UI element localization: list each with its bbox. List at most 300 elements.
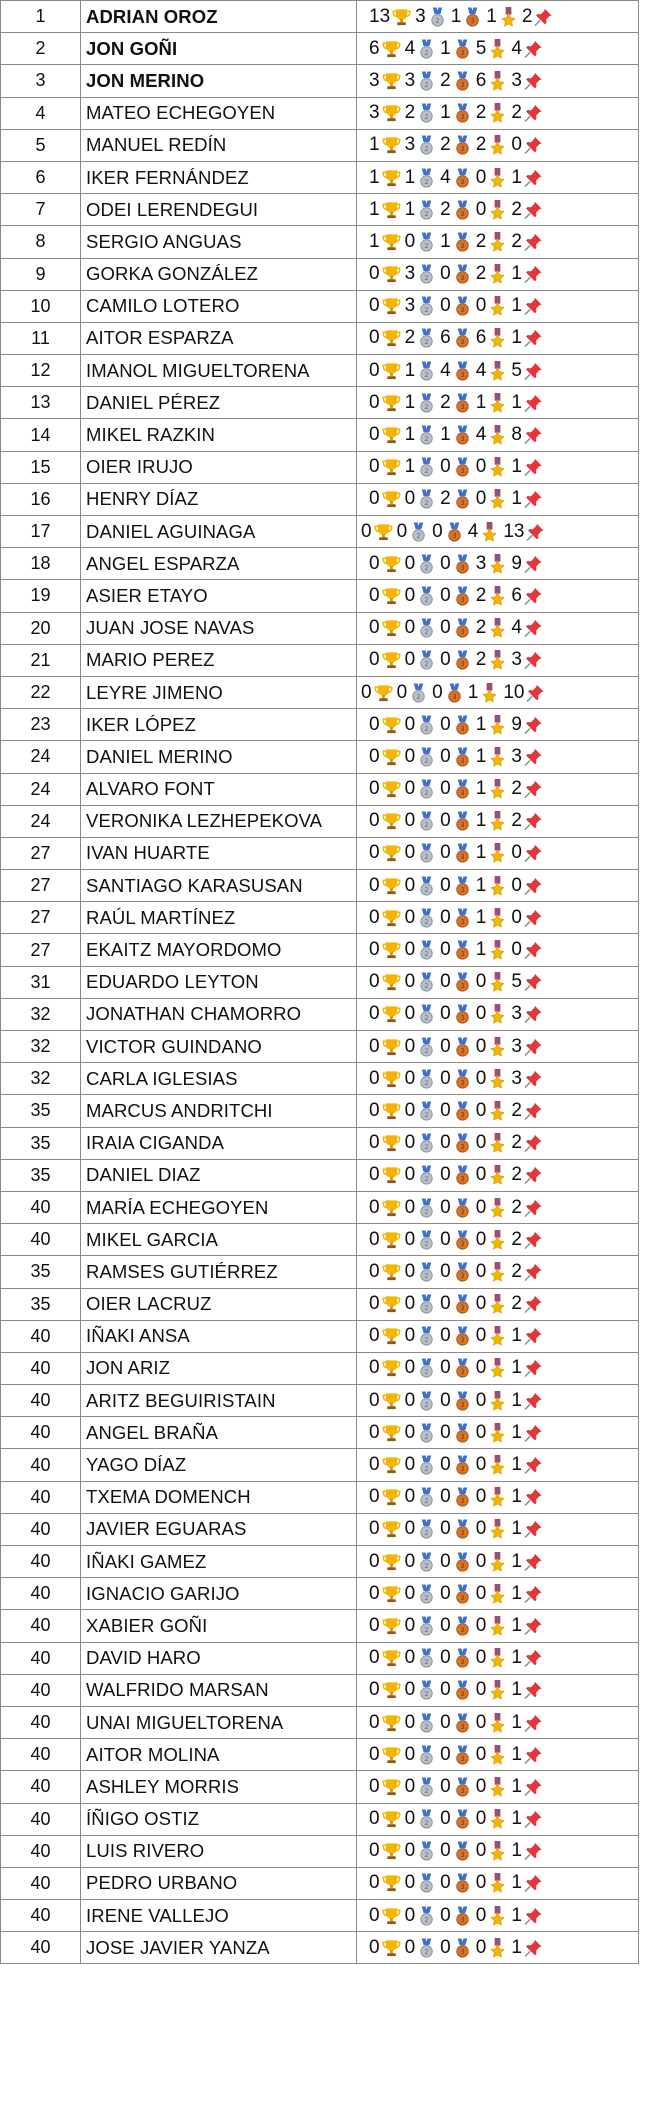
stat-count: 0 bbox=[369, 810, 380, 832]
bronze-medal-icon bbox=[452, 907, 473, 929]
stat-count: 8 bbox=[511, 424, 522, 446]
player-name-cell: IVAN HUARTE bbox=[81, 837, 357, 869]
table-row bbox=[1, 387, 639, 419]
stat-pushpin bbox=[511, 585, 544, 607]
star-medal-icon bbox=[487, 1132, 508, 1154]
stat-count: 0 bbox=[440, 1775, 451, 1797]
stat-count: 0 bbox=[475, 198, 487, 220]
trophy-icon bbox=[381, 553, 402, 575]
table-row bbox=[1, 644, 639, 676]
bronze-medal-icon bbox=[452, 1776, 473, 1798]
stat-count: 0 bbox=[511, 134, 522, 156]
stat-count: 10 bbox=[503, 681, 525, 703]
rank-cell: 40 bbox=[1, 1803, 81, 1835]
stats-cell bbox=[357, 65, 639, 97]
svg-text:2: 2 bbox=[424, 306, 429, 315]
player-name-cell: WALFRIDO MARSAN bbox=[81, 1674, 357, 1706]
bronze-medal-icon bbox=[452, 1454, 473, 1476]
svg-text:3: 3 bbox=[460, 1336, 465, 1345]
silver-medal-icon bbox=[416, 1229, 437, 1251]
bronze-medal-icon bbox=[452, 875, 473, 897]
stat-count: 0 bbox=[475, 1035, 487, 1057]
silver-medal-icon bbox=[416, 231, 437, 253]
svg-text:3: 3 bbox=[460, 853, 465, 862]
stats-cell bbox=[357, 1578, 639, 1610]
stat-count: 0 bbox=[404, 1357, 416, 1379]
svg-text:2: 2 bbox=[424, 145, 429, 154]
trophy-icon bbox=[381, 649, 402, 671]
rank-cell: 2 bbox=[1, 33, 81, 65]
bronze-medal-icon bbox=[452, 38, 473, 60]
stat-count: 0 bbox=[369, 939, 380, 961]
pushpin-icon bbox=[523, 1357, 544, 1379]
stat-count: 0 bbox=[369, 713, 380, 735]
bronze-medal-icon bbox=[452, 1197, 473, 1219]
star-medal-icon bbox=[487, 1840, 508, 1862]
player-name-cell: SANTIAGO KARASUSAN bbox=[81, 870, 357, 902]
stat-pushpin bbox=[511, 1261, 544, 1283]
stat-pushpin bbox=[503, 682, 546, 704]
bronze-medal-icon bbox=[452, 1872, 473, 1894]
stat-count: 0 bbox=[440, 1260, 451, 1282]
stats-cell bbox=[357, 676, 639, 708]
stat-count: 0 bbox=[475, 1099, 487, 1121]
star-medal-icon bbox=[487, 617, 508, 639]
stat-count: 0 bbox=[440, 1711, 451, 1733]
stat-bronze-medal bbox=[440, 231, 473, 253]
stat-count: 0 bbox=[369, 1228, 380, 1250]
bronze-medal-icon bbox=[452, 778, 473, 800]
trophy-icon bbox=[381, 907, 402, 929]
svg-text:2: 2 bbox=[424, 1143, 429, 1152]
stat-trophy bbox=[369, 1229, 402, 1251]
stat-trophy bbox=[369, 939, 402, 961]
stat-silver-medal bbox=[405, 617, 438, 639]
star-medal-icon bbox=[487, 134, 508, 156]
silver-medal-icon bbox=[416, 488, 437, 510]
stat-count: 0 bbox=[475, 456, 487, 478]
player-name-cell: JON MERINO bbox=[81, 65, 357, 97]
stat-count: 4 bbox=[440, 166, 451, 188]
pushpin-icon bbox=[533, 6, 554, 28]
stat-count: 0 bbox=[440, 1228, 451, 1250]
stat-star-medal bbox=[476, 424, 509, 446]
stat-count: 0 bbox=[396, 520, 408, 542]
silver-medal-icon bbox=[416, 1197, 437, 1219]
star-medal-icon bbox=[487, 167, 508, 189]
stat-count: 0 bbox=[475, 1196, 487, 1218]
table-row bbox=[1, 97, 639, 129]
stat-pushpin bbox=[511, 1132, 544, 1154]
silver-medal-icon bbox=[416, 1132, 437, 1154]
svg-text:3: 3 bbox=[460, 1754, 465, 1763]
star-medal-icon bbox=[487, 746, 508, 768]
pushpin-icon bbox=[523, 1615, 544, 1637]
bronze-medal-icon bbox=[452, 102, 473, 124]
stat-star-medal bbox=[476, 1615, 509, 1637]
table-row bbox=[1, 1674, 639, 1706]
stat-pushpin bbox=[511, 392, 544, 414]
trophy-icon bbox=[381, 1808, 402, 1830]
stat-pushpin bbox=[511, 199, 544, 221]
silver-medal-icon bbox=[416, 1390, 437, 1412]
stat-bronze-medal bbox=[440, 714, 473, 736]
stat-count: 2 bbox=[511, 778, 522, 800]
stat-count: 0 bbox=[475, 166, 487, 188]
svg-text:2: 2 bbox=[424, 1464, 429, 1473]
stat-pushpin bbox=[511, 1357, 544, 1379]
star-medal-icon bbox=[487, 1937, 508, 1959]
stat-count: 0 bbox=[369, 1325, 380, 1347]
rank-cell: 6 bbox=[1, 161, 81, 193]
table-row bbox=[1, 612, 639, 644]
stat-star-medal bbox=[476, 810, 509, 832]
stat-count: 0 bbox=[440, 1389, 451, 1411]
table-row bbox=[1, 1449, 639, 1481]
svg-text:3: 3 bbox=[460, 1690, 465, 1699]
bronze-medal-icon bbox=[452, 939, 473, 961]
stat-count: 0 bbox=[369, 1936, 380, 1958]
stat-star-medal bbox=[476, 553, 509, 575]
stat-count: 0 bbox=[404, 1582, 416, 1604]
stats-cell bbox=[357, 1546, 639, 1578]
rank-cell: 35 bbox=[1, 1288, 81, 1320]
stat-count: 1 bbox=[511, 1357, 522, 1379]
stat-count: 0 bbox=[475, 1808, 487, 1830]
star-medal-icon bbox=[487, 1486, 508, 1508]
star-medal-icon bbox=[487, 327, 508, 349]
stat-star-medal bbox=[476, 1808, 509, 1830]
stat-silver-medal bbox=[405, 392, 438, 414]
stat-star-medal bbox=[476, 1776, 509, 1798]
stat-trophy bbox=[369, 456, 402, 478]
stats-cell bbox=[357, 355, 639, 387]
stat-trophy bbox=[369, 1293, 402, 1315]
stat-pushpin bbox=[511, 1100, 544, 1122]
star-medal-icon bbox=[487, 1744, 508, 1766]
stats-cell bbox=[357, 1159, 639, 1191]
stat-star-medal bbox=[476, 1390, 509, 1412]
rank-cell: 40 bbox=[1, 1224, 81, 1256]
stat-count: 1 bbox=[511, 1421, 522, 1443]
stat-count: 0 bbox=[404, 1260, 416, 1282]
table-row bbox=[1, 1417, 639, 1449]
svg-text:3: 3 bbox=[460, 1851, 465, 1860]
stat-bronze-medal bbox=[440, 134, 473, 156]
stat-silver-medal bbox=[405, 1776, 438, 1798]
stats-cell bbox=[357, 1803, 639, 1835]
trophy-icon bbox=[381, 456, 402, 478]
bronze-medal-icon bbox=[452, 1261, 473, 1283]
trophy-icon bbox=[381, 199, 402, 221]
stat-count: 2 bbox=[475, 230, 487, 252]
stat-count: 2 bbox=[511, 1196, 522, 1218]
stat-bronze-medal bbox=[440, 1679, 473, 1701]
stat-star-medal bbox=[476, 231, 509, 253]
stat-pushpin bbox=[511, 167, 544, 189]
svg-text:3: 3 bbox=[460, 660, 465, 669]
silver-medal-icon bbox=[416, 842, 437, 864]
stats-cell bbox=[357, 1385, 639, 1417]
stat-bronze-medal bbox=[440, 553, 473, 575]
star-medal-icon bbox=[487, 649, 508, 671]
stat-count: 0 bbox=[369, 424, 380, 446]
stat-count: 1 bbox=[475, 874, 487, 896]
stat-count: 1 bbox=[404, 391, 416, 413]
stat-count: 1 bbox=[511, 1647, 522, 1669]
silver-medal-icon bbox=[416, 1905, 437, 1927]
trophy-icon bbox=[381, 714, 402, 736]
svg-text:3: 3 bbox=[460, 1207, 465, 1216]
stat-count: 0 bbox=[404, 1421, 416, 1443]
stat-count: 1 bbox=[511, 295, 522, 317]
rank-cell: 27 bbox=[1, 934, 81, 966]
silver-medal-icon bbox=[416, 1937, 437, 1959]
stat-star-medal bbox=[476, 488, 509, 510]
rank-cell: 27 bbox=[1, 902, 81, 934]
rank-cell: 40 bbox=[1, 1546, 81, 1578]
stat-count: 0 bbox=[404, 649, 416, 671]
stat-pushpin bbox=[511, 1068, 544, 1090]
pushpin-icon bbox=[523, 424, 544, 446]
table-row bbox=[1, 226, 639, 258]
star-medal-icon bbox=[479, 521, 500, 543]
trophy-icon bbox=[381, 1036, 402, 1058]
player-name-cell: PEDRO URBANO bbox=[81, 1867, 357, 1899]
trophy-icon bbox=[381, 1551, 402, 1573]
svg-text:2: 2 bbox=[424, 1561, 429, 1570]
svg-text:3: 3 bbox=[460, 982, 465, 991]
stat-count: 0 bbox=[440, 1099, 451, 1121]
rank-cell: 32 bbox=[1, 1031, 81, 1063]
stat-count: 1 bbox=[511, 1454, 522, 1476]
stat-silver-medal bbox=[405, 38, 438, 60]
svg-text:2: 2 bbox=[424, 1303, 429, 1312]
silver-medal-icon bbox=[416, 263, 437, 285]
stat-star-medal bbox=[486, 6, 519, 28]
stat-bronze-medal bbox=[440, 1229, 473, 1251]
svg-text:2: 2 bbox=[424, 1368, 429, 1377]
stat-bronze-medal bbox=[440, 778, 473, 800]
star-medal-icon bbox=[487, 1615, 508, 1637]
player-name-cell: SERGIO ANGUAS bbox=[81, 226, 357, 258]
stat-count: 0 bbox=[440, 263, 451, 285]
svg-text:2: 2 bbox=[424, 1271, 429, 1280]
stat-count: 3 bbox=[511, 745, 522, 767]
silver-medal-icon bbox=[416, 617, 437, 639]
star-medal-icon bbox=[487, 231, 508, 253]
stat-count: 0 bbox=[369, 906, 380, 928]
stat-count: 0 bbox=[369, 874, 380, 896]
svg-text:2: 2 bbox=[424, 1432, 429, 1441]
svg-text:2: 2 bbox=[424, 1239, 429, 1248]
stat-bronze-medal bbox=[440, 810, 473, 832]
stat-count: 2 bbox=[475, 134, 487, 156]
stat-count: 0 bbox=[475, 1550, 487, 1572]
stat-silver-medal bbox=[405, 1325, 438, 1347]
stat-count: 2 bbox=[511, 1228, 522, 1250]
player-name-cell: UNAI MIGUELTORENA bbox=[81, 1706, 357, 1738]
trophy-icon bbox=[381, 1164, 402, 1186]
svg-text:3: 3 bbox=[452, 692, 457, 701]
svg-text:2: 2 bbox=[424, 724, 429, 733]
stat-star-medal bbox=[476, 875, 509, 897]
silver-medal-icon bbox=[416, 70, 437, 92]
player-name-cell: ASIER ETAYO bbox=[81, 580, 357, 612]
rank-cell: 40 bbox=[1, 1417, 81, 1449]
table-row bbox=[1, 1288, 639, 1320]
player-name-cell: JON GOÑI bbox=[81, 33, 357, 65]
stat-bronze-medal bbox=[440, 1937, 473, 1959]
svg-text:3: 3 bbox=[460, 306, 465, 315]
stat-count: 0 bbox=[369, 745, 380, 767]
stat-pushpin bbox=[511, 1486, 544, 1508]
svg-text:3: 3 bbox=[460, 1947, 465, 1956]
stats-cell bbox=[357, 226, 639, 258]
star-medal-icon bbox=[487, 1808, 508, 1830]
stat-count: 0 bbox=[475, 1421, 487, 1443]
pushpin-icon bbox=[523, 875, 544, 897]
stats-cell bbox=[357, 387, 639, 419]
stat-trophy bbox=[369, 1132, 402, 1154]
svg-text:3: 3 bbox=[460, 724, 465, 733]
stat-trophy bbox=[369, 617, 402, 639]
stat-trophy bbox=[369, 1840, 402, 1862]
stat-count: 0 bbox=[440, 1840, 451, 1862]
stat-count: 3 bbox=[511, 1003, 522, 1025]
rank-cell: 23 bbox=[1, 709, 81, 741]
pushpin-icon bbox=[523, 38, 544, 60]
star-medal-icon bbox=[487, 939, 508, 961]
stat-count: 0 bbox=[369, 1389, 380, 1411]
stat-bronze-medal bbox=[440, 1197, 473, 1219]
stat-trophy bbox=[369, 199, 402, 221]
silver-medal-icon bbox=[408, 682, 429, 704]
stat-trophy bbox=[369, 1518, 402, 1540]
stats-cell bbox=[357, 998, 639, 1030]
stat-star-medal bbox=[476, 1872, 509, 1894]
svg-text:3: 3 bbox=[460, 1078, 465, 1087]
stat-count: 1 bbox=[511, 1486, 522, 1508]
stat-count: 0 bbox=[404, 842, 416, 864]
bronze-medal-icon bbox=[452, 842, 473, 864]
trophy-icon bbox=[381, 1325, 402, 1347]
trophy-icon bbox=[381, 810, 402, 832]
stat-bronze-medal bbox=[440, 263, 473, 285]
pushpin-icon bbox=[523, 1261, 544, 1283]
player-name-cell: MIKEL RAZKIN bbox=[81, 419, 357, 451]
silver-medal-icon bbox=[416, 875, 437, 897]
stat-count: 0 bbox=[432, 681, 443, 703]
trophy-icon bbox=[381, 1100, 402, 1122]
stat-pushpin bbox=[511, 1036, 544, 1058]
stats-cell bbox=[357, 612, 639, 644]
stat-count: 0 bbox=[404, 1808, 416, 1830]
svg-text:2: 2 bbox=[424, 1336, 429, 1345]
stat-count: 4 bbox=[475, 424, 487, 446]
stats-cell bbox=[357, 290, 639, 322]
pushpin-icon bbox=[523, 553, 544, 575]
trophy-icon bbox=[381, 1937, 402, 1959]
silver-medal-icon bbox=[416, 167, 437, 189]
silver-medal-icon bbox=[427, 6, 448, 28]
stats-cell bbox=[357, 516, 639, 548]
svg-text:2: 2 bbox=[424, 885, 429, 894]
rank-cell: 32 bbox=[1, 1063, 81, 1095]
player-name-cell: MARIO PEREZ bbox=[81, 644, 357, 676]
table-row bbox=[1, 934, 639, 966]
stat-count: 1 bbox=[440, 102, 451, 124]
trophy-icon bbox=[381, 1583, 402, 1605]
silver-medal-icon bbox=[416, 1615, 437, 1637]
star-medal-icon bbox=[487, 456, 508, 478]
rank-cell: 31 bbox=[1, 966, 81, 998]
stat-trophy bbox=[369, 1905, 402, 1927]
stat-silver-medal bbox=[415, 6, 448, 28]
stat-bronze-medal bbox=[440, 971, 473, 993]
stat-count: 0 bbox=[404, 1647, 416, 1669]
stat-count: 0 bbox=[440, 584, 451, 606]
stat-star-medal bbox=[476, 617, 509, 639]
stat-count: 0 bbox=[369, 263, 380, 285]
stats-cell bbox=[357, 1, 639, 33]
stat-trophy bbox=[369, 6, 412, 28]
pushpin-icon bbox=[523, 1132, 544, 1154]
svg-text:3: 3 bbox=[460, 917, 465, 926]
stats-cell bbox=[357, 741, 639, 773]
stats-cell bbox=[357, 1449, 639, 1481]
svg-text:2: 2 bbox=[424, 853, 429, 862]
table-row bbox=[1, 1385, 639, 1417]
stat-bronze-medal bbox=[440, 875, 473, 897]
stat-count: 0 bbox=[404, 1936, 416, 1958]
stat-silver-medal bbox=[405, 424, 438, 446]
rank-cell: 40 bbox=[1, 1481, 81, 1513]
stat-bronze-medal bbox=[440, 1551, 473, 1573]
pushpin-icon bbox=[523, 295, 544, 317]
stat-star-medal bbox=[476, 842, 509, 864]
star-medal-icon bbox=[487, 1036, 508, 1058]
stat-star-medal bbox=[468, 521, 501, 543]
pushpin-icon bbox=[525, 682, 546, 704]
stat-count: 0 bbox=[404, 713, 416, 735]
svg-text:3: 3 bbox=[460, 113, 465, 122]
table-row bbox=[1, 451, 639, 483]
star-medal-icon bbox=[487, 907, 508, 929]
table-row bbox=[1, 65, 639, 97]
stat-pushpin bbox=[511, 295, 544, 317]
silver-medal-icon bbox=[416, 1100, 437, 1122]
player-name-cell: JUAN JOSE NAVAS bbox=[81, 612, 357, 644]
stats-cell bbox=[357, 1352, 639, 1384]
pushpin-icon bbox=[523, 1454, 544, 1476]
player-name-cell: MIKEL GARCIA bbox=[81, 1224, 357, 1256]
stat-count: 0 bbox=[404, 1743, 416, 1765]
stat-count: 0 bbox=[369, 1743, 380, 1765]
rank-cell: 40 bbox=[1, 1642, 81, 1674]
table-row bbox=[1, 33, 639, 65]
svg-text:2: 2 bbox=[424, 209, 429, 218]
stat-count: 0 bbox=[369, 1099, 380, 1121]
stat-silver-medal bbox=[405, 1261, 438, 1283]
trophy-icon bbox=[381, 1390, 402, 1412]
trophy-icon bbox=[381, 1518, 402, 1540]
svg-text:2: 2 bbox=[424, 1014, 429, 1023]
stat-silver-medal bbox=[405, 810, 438, 832]
stats-cell bbox=[357, 773, 639, 805]
pushpin-icon bbox=[523, 1583, 544, 1605]
rank-cell: 16 bbox=[1, 483, 81, 515]
